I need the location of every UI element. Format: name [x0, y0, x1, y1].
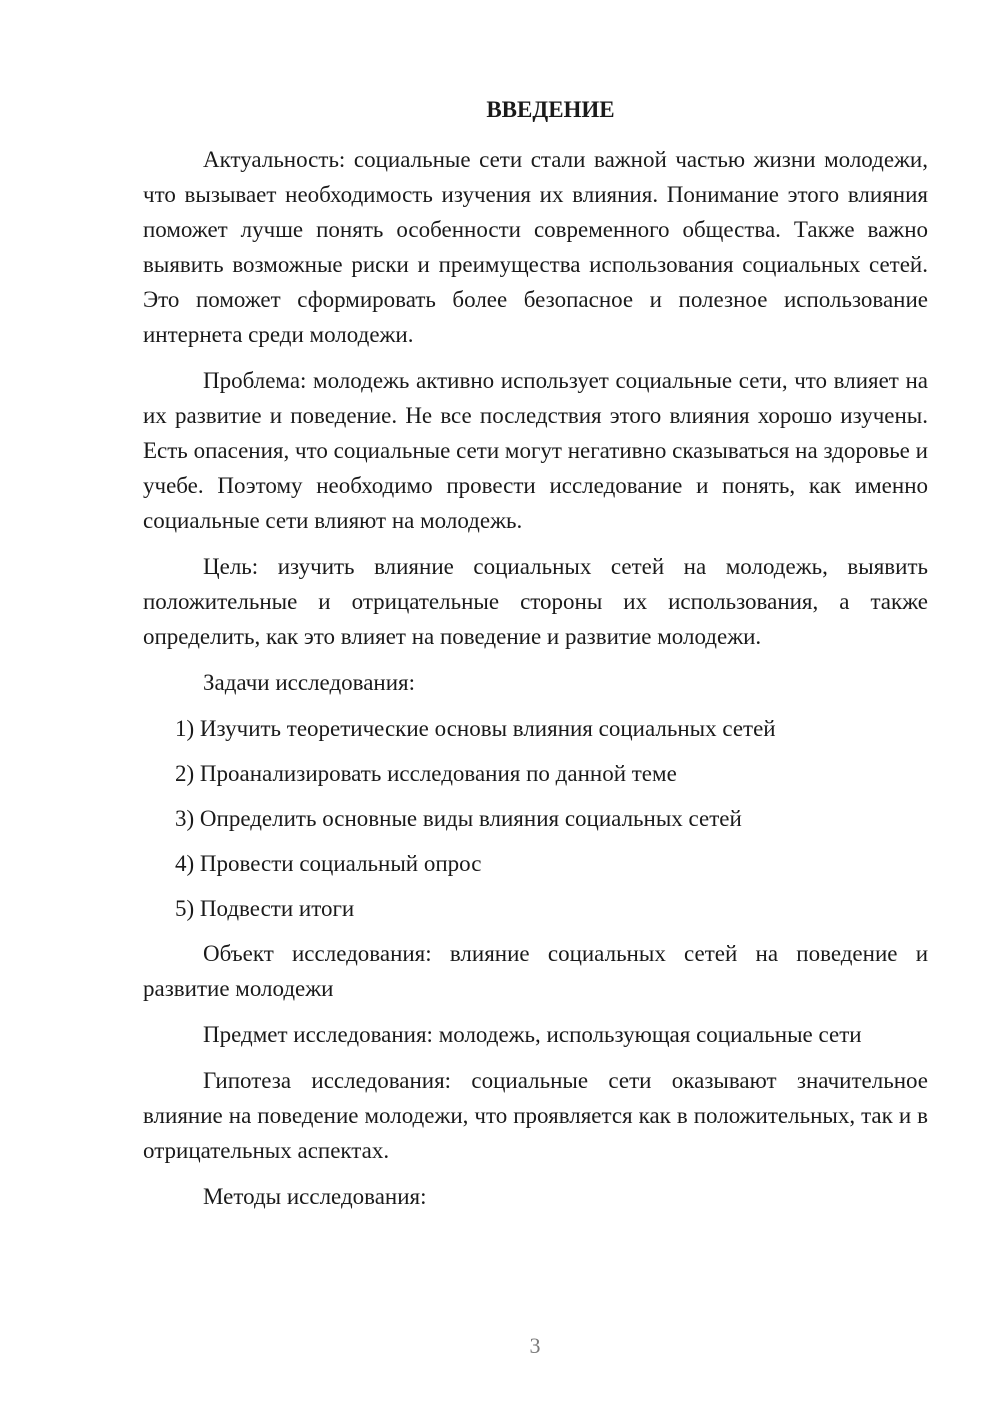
- list-item: 4) Провести социальный опрос: [175, 851, 482, 876]
- hypothesis-paragraph: Гипотеза исследования: социальные сети оказывают значительное влияние на поведение молодежи, что проявляется как в положительных, так и в отрицательных аспектах.: [143, 1068, 928, 1163]
- page-number: 3: [529, 1333, 541, 1358]
- list-item: 3) Определить основные виды влияния социальных сетей: [175, 806, 742, 831]
- tasks-heading: Задачи исследования:: [203, 670, 416, 695]
- section-heading: ВВЕДЕНИЕ: [486, 97, 615, 122]
- document-body: [143, 92, 928, 1225]
- list-item: 5) Подвести итоги: [175, 896, 355, 921]
- list-item: 1) Изучить теоретические основы влияния социальных сетей: [175, 716, 776, 741]
- goal-paragraph: Цель: изучить влияние социальных сетей на молодежь, выявить положительные и отрицательные стороны их использования, а также определить, как это влияет на поведение и развитие молодежи.: [143, 554, 928, 649]
- methods-heading: Методы исследования:: [203, 1184, 427, 1209]
- subject-paragraph: Предмет исследования: молодежь, использующая социальные сети: [203, 1022, 862, 1047]
- relevance-paragraph: Актуальность: социальные сети стали важной частью жизни молодежи, что вызывает необходимость изучения их влияния. Понимание этого влияния поможет лучше понять особенности современного общества. Также важно выявить возможные риски и преимущества использования социальных сетей. Это поможет сформировать более безопасное и полезное использование интернета среди молодежи.: [143, 147, 928, 347]
- problem-paragraph: Проблема: молодежь активно использует социальные сети, что влияет на их развитие и поведение. Не все последствия этого влияния хорошо изучены. Есть опасения, что социальные сети могут негативно сказываться на здоровье и учебе. Поэтому необходимо провести исследование и понять, как именно социальные сети влияют на молодежь.: [143, 368, 928, 533]
- tasks-list: [143, 711, 928, 926]
- list-item: 2) Проанализировать исследования по данной теме: [175, 761, 677, 786]
- object-paragraph: Объект исследования: влияние социальных сетей на поведение и развитие молодежи: [143, 941, 928, 1001]
